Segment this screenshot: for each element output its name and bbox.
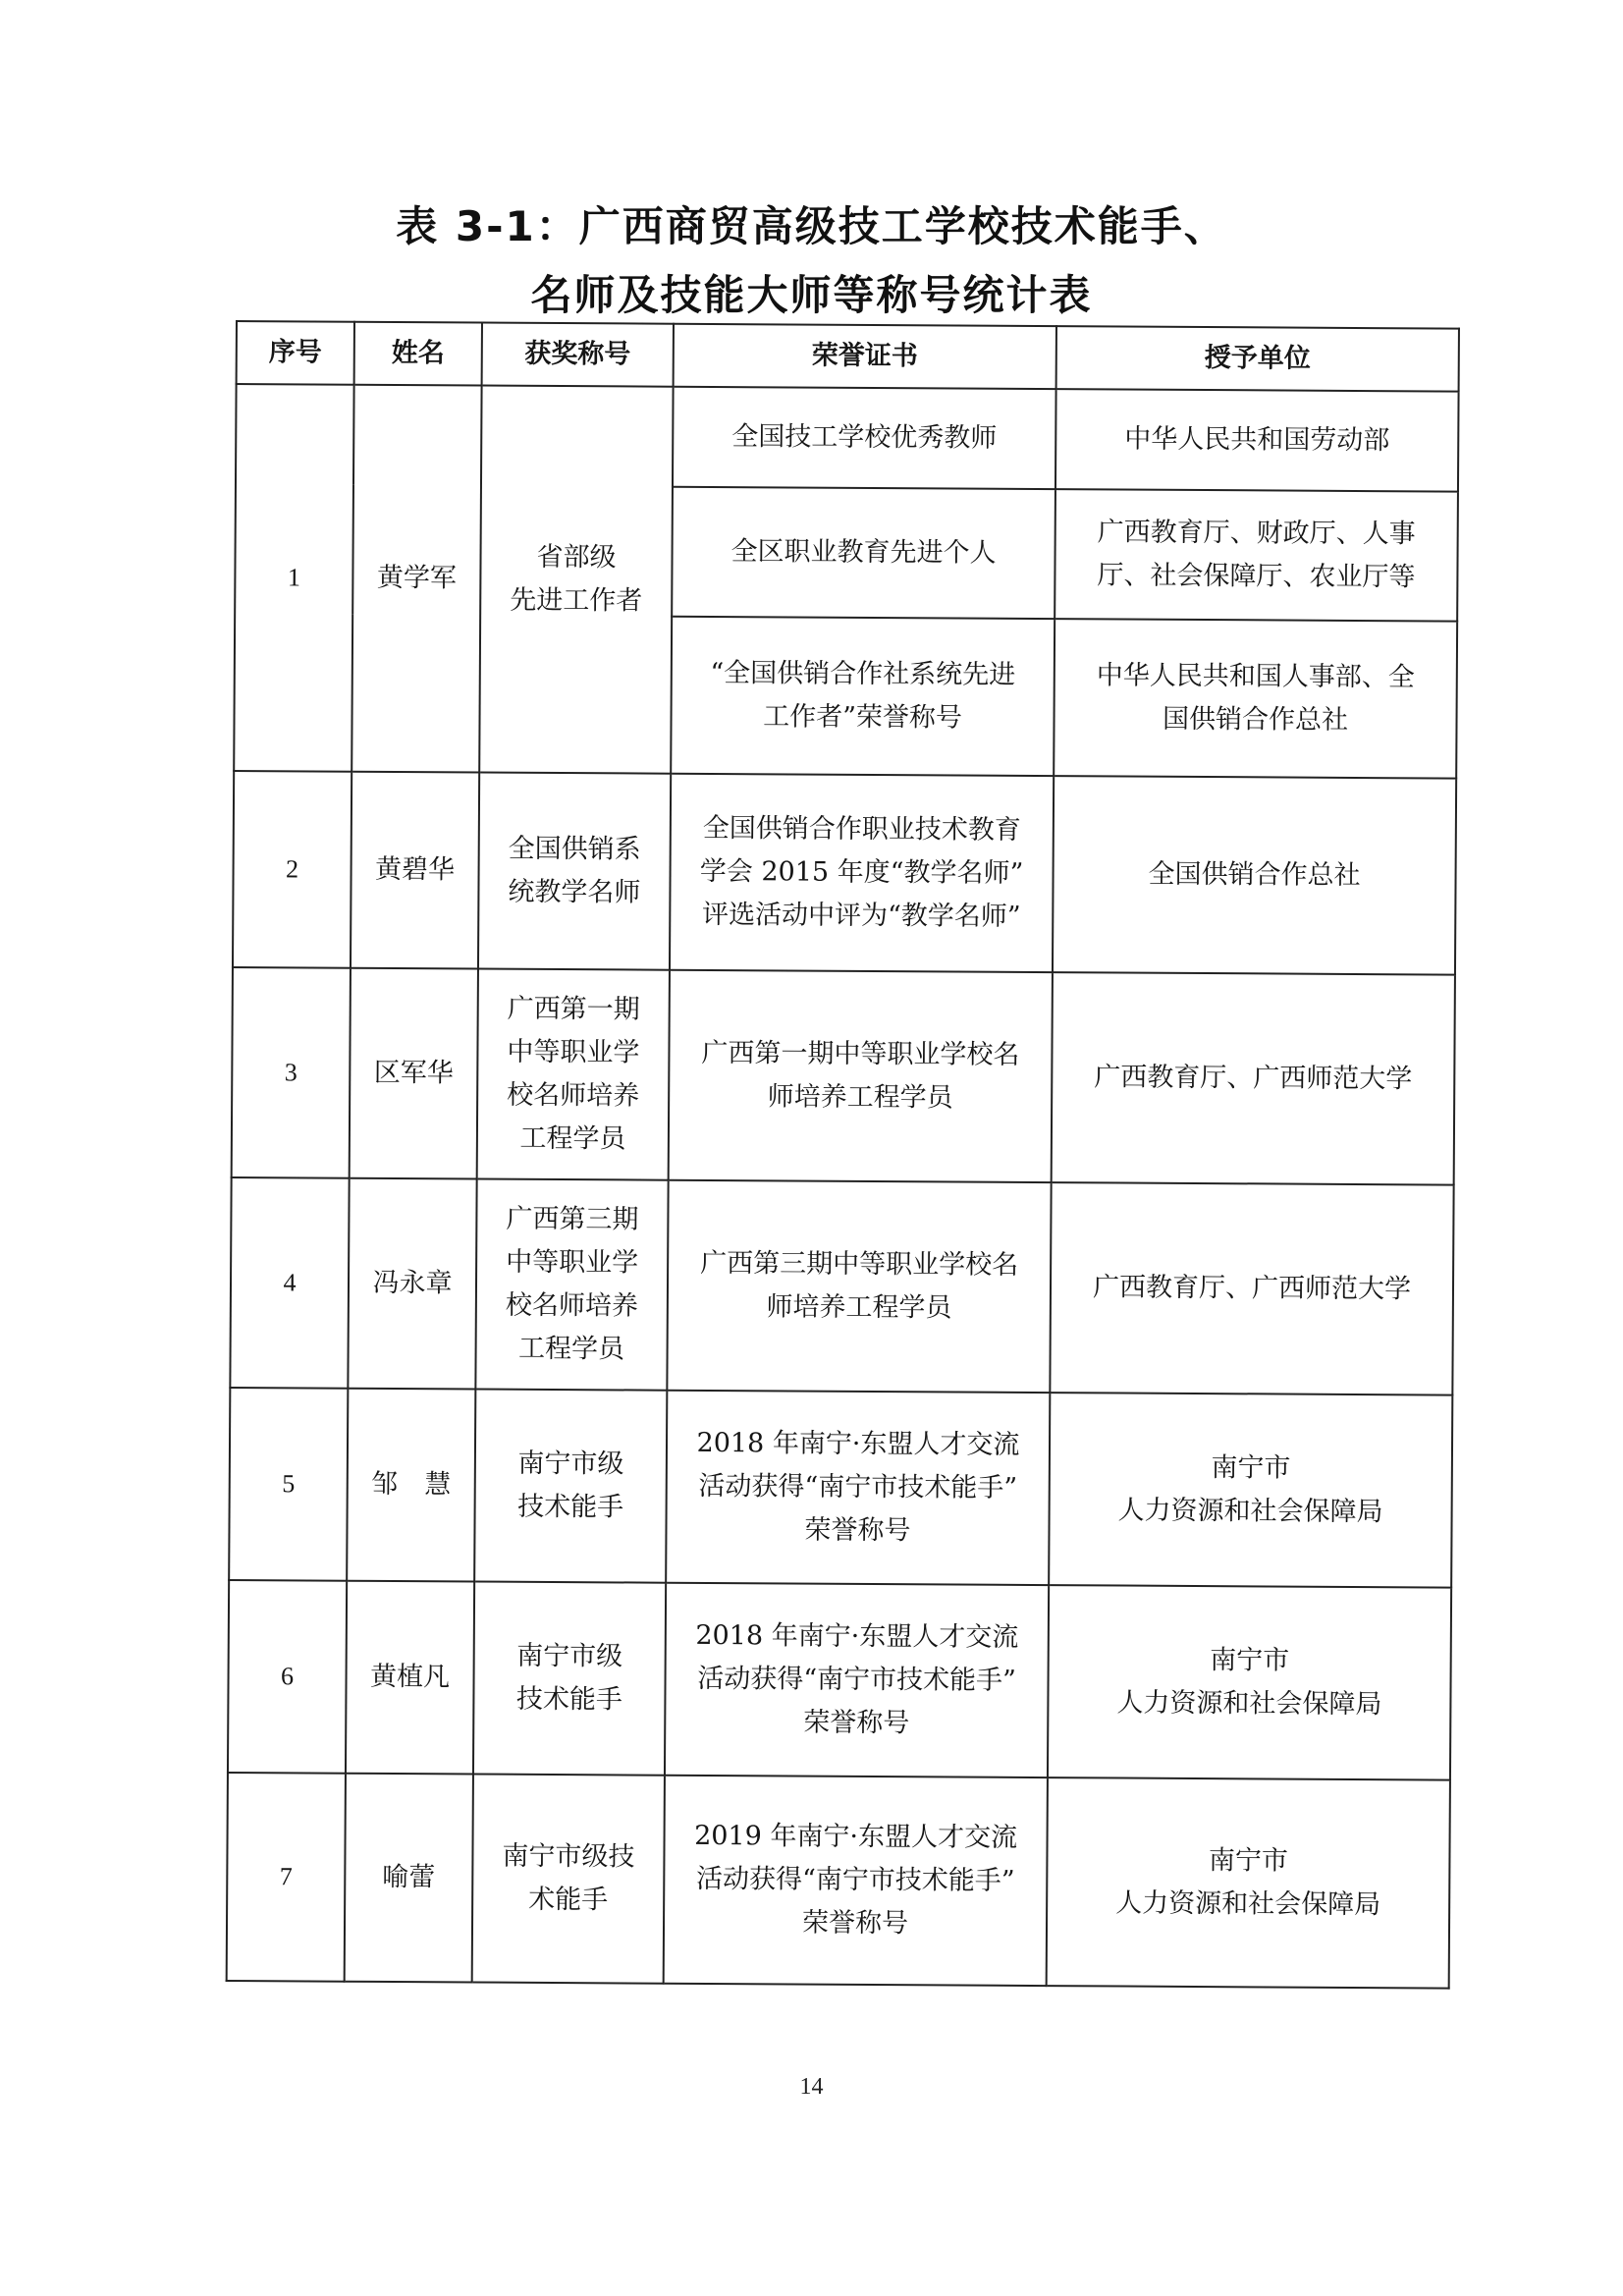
row-name: 邹 慧	[347, 1389, 475, 1582]
table-row	[230, 1177, 1453, 1395]
table-title-line-1: 表 3-1：广西商贸高级技工学校技术能手、	[396, 202, 1227, 250]
row-award: 南宁市级技 术能手	[472, 1775, 665, 1984]
row-issuer: 南宁市 人力资源和社会保障局	[1047, 1777, 1450, 1989]
row-seq: 3	[232, 967, 351, 1178]
statistics-table	[226, 320, 1460, 1990]
header-name: 姓名	[354, 322, 482, 386]
row-certificate: 2018 年南宁·东盟人才交流 活动获得“南宁市技术能手” 荣誉称号	[665, 1583, 1049, 1777]
header-certificate: 荣誉证书	[674, 324, 1056, 389]
row-certificate: 全国供销合作职业技术教育 学会 2015 年度“教学名师” 评选活动中评为“教学名师”	[670, 774, 1054, 972]
row-seq: 5	[229, 1388, 348, 1581]
row-issuer: 南宁市 人力资源和社会保障局	[1049, 1393, 1452, 1588]
table-row	[228, 1580, 1451, 1780]
row-award: 省部级 先进工作者	[479, 386, 673, 774]
row-issuer: 广西教育厅、广西师范大学	[1050, 1182, 1453, 1395]
table-row	[233, 771, 1456, 975]
table-row	[227, 1773, 1450, 1989]
row-name: 冯永章	[348, 1178, 476, 1390]
row-certificate: 全区职业教育先进个人	[672, 487, 1055, 619]
row-issuer: 全国供销合作总社	[1053, 776, 1456, 975]
table-row	[236, 384, 1459, 492]
row-certificate: 广西第三期中等职业学校名 师培养工程学员	[667, 1180, 1051, 1393]
table-header-row	[237, 321, 1459, 392]
row-seq: 7	[227, 1773, 346, 1982]
row-award: 广西第三期 中等职业学 校名师培养 工程学员	[475, 1179, 668, 1391]
row-name: 黄学军	[352, 385, 481, 773]
row-issuer: 广西教育厅、广西师范大学	[1052, 972, 1455, 1185]
table-title-line-2: 名师及技能大师等称号统计表	[530, 271, 1093, 319]
row-award: 南宁市级 技术能手	[474, 1390, 667, 1583]
row-seq: 1	[234, 384, 353, 772]
header-seq: 序号	[237, 321, 354, 385]
page-number: 14	[799, 2074, 824, 2100]
header-award: 获奖称号	[482, 323, 674, 387]
row-seq: 4	[230, 1177, 349, 1389]
row-award: 南宁市级 技术能手	[473, 1582, 666, 1776]
row-name: 喻蕾	[345, 1774, 473, 1983]
row-seq: 2	[233, 771, 352, 968]
table-row	[232, 967, 1455, 1185]
row-name: 黄碧华	[351, 772, 479, 969]
row-certificate: 广西第一期中等职业学校名 师培养工程学员	[669, 970, 1053, 1182]
header-issuer: 授予单位	[1056, 326, 1459, 392]
row-certificate: 全国技工学校优秀教师	[673, 387, 1056, 489]
row-issuer: 南宁市 人力资源和社会保障局	[1048, 1585, 1451, 1780]
row-certificate: “全国供销合作社系统先进 工作者”荣誉称号	[671, 617, 1055, 776]
row-name: 黄植凡	[346, 1581, 474, 1775]
row-name: 区军华	[350, 968, 478, 1179]
row-issuer: 中华人民共和国劳动部	[1055, 389, 1459, 492]
row-certificate: 2019 年南宁·东盟人才交流 活动获得“南宁市技术能手” 荣誉称号	[664, 1776, 1048, 1986]
row-award: 广西第一期 中等职业学 校名师培养 工程学员	[477, 969, 670, 1180]
row-seq: 6	[228, 1580, 347, 1774]
row-certificate: 2018 年南宁·东盟人才交流 活动获得“南宁市技术能手” 荣誉称号	[666, 1391, 1050, 1585]
row-issuer: 广西教育厅、财政厅、人事 厅、社会保障厅、农业厅等	[1055, 489, 1458, 622]
row-award: 全国供销系 统教学名师	[478, 773, 671, 970]
table-row	[229, 1388, 1452, 1588]
row-issuer: 中华人民共和国人事部、全 国供销合作总社	[1054, 619, 1457, 779]
